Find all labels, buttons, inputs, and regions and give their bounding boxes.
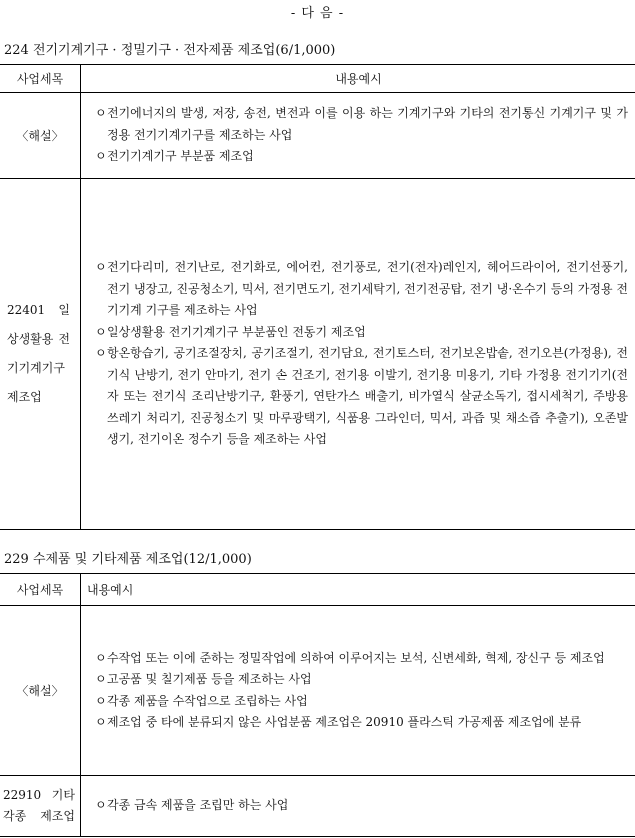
list-item: ㅇ각종 금속 제품을 조립만 하는 사업 (87, 795, 635, 817)
note-content (81, 93, 635, 179)
header-business-item: 사업세목 (0, 574, 81, 606)
note-label: 〈해설〉 (0, 93, 81, 179)
list-item: ㅇ제조업 중 타에 분류되지 않은 사업분품 제조업은 20910 플라스틱 가공제품 제조업에 분류 (87, 712, 635, 734)
bullet-icon: ㅇ (95, 106, 107, 121)
list-item: ㅇ수작업 또는 이에 준하는 정밀작업에 의하여 이루어지는 보석, 신변세화, 혁제, 장신구 등 제조업 (87, 648, 635, 670)
list-item: ㅇ고공품 및 칠기제품 등을 제조하는 사업 (87, 669, 635, 691)
bullet-icon: ㅇ (95, 149, 107, 164)
bullet-icon: ㅇ (95, 715, 107, 729)
page-heading: - 다 음 - (290, 6, 345, 21)
note-content (81, 606, 635, 776)
bullet-icon: ㅇ (95, 672, 107, 686)
bullet-icon: ㅇ (95, 346, 107, 361)
bullet-icon: ㅇ (95, 650, 107, 665)
list-item: ㅇ전기에너지의 발생, 저장, 송전, 변전과 이를 이용 하는 기계기구와 기타의 전기통신 기계기구 및 가정용 전기기계기구를 제조하는 사업 (87, 103, 635, 146)
header-content-example: 내용예시 (81, 65, 635, 93)
list-item: ㅇ일상생활용 전기기계기구 부분품인 전동기 제조업 (87, 322, 635, 344)
list-item: ㅇ각종 제품을 수작업으로 조립하는 사업 (87, 691, 635, 713)
bullet-icon: ㅇ (95, 324, 107, 339)
list-item: ㅇ전기다리미, 전기난로, 전기화로, 에어컨, 전기풍로, 전기(전자)레인지, 헤어드라이어, 전기선풍기, 전기 냉장고, 진공청소기, 믹서, 전기면도기, 전기세탁기, 전기전공탑, 전기 냉·온수기 등의 가정용 전기기계 기구를 제조하는 사업 (87, 257, 635, 322)
code-label-22401: 22401 일상생활용 전기기계기구 제조업 (0, 179, 81, 530)
header-business-item: 사업세목 (0, 65, 81, 93)
bullet-icon: ㅇ (95, 260, 107, 275)
list-item: ㅇ전기기계기구 부분품 제조업 (87, 146, 635, 168)
note-label: 〈해설〉 (0, 606, 81, 776)
bullet-icon: ㅇ (95, 798, 107, 813)
table-229 (0, 573, 635, 837)
table-224 (0, 64, 635, 530)
section-title-224: 224 전기기계기구 · 정밀기구 · 전자제품 제조업(6/1,000) (4, 43, 336, 58)
code-label-22910: 22910 기타 각종 제조업 (0, 776, 81, 837)
header-content-example: 내용예시 (81, 574, 635, 606)
code-content-22401 (81, 179, 635, 530)
section-title-229: 229 수제품 및 기타제품 제조업(12/1,000) (4, 552, 252, 567)
bullet-icon: ㅇ (95, 693, 107, 708)
code-content-22910 (81, 776, 635, 837)
list-item: ㅇ항온항습기, 공기조절장치, 공기조절기, 전기담요, 전기토스터, 전기보온밥솥, 전기오븐(가정용), 전기식 난방기, 전기 안마기, 전기 손 건조기, 전기용 이발기, 전기용 미용기, 기타 가정용 전기기기(전자 또는 전기식 조리난방기구, 환풍기, 연탄가스 배출기, 비가열식 살균소독기, 접시세척기, 주방용 쓰레기 처리기, 진공청소기 및 마루광택기, 식품용 그라인더, 믹서, 과즙 및 채소즙 추출기), 오존발생기, 전기이온 정수기 등을 제조하는 사업 (87, 343, 635, 451)
